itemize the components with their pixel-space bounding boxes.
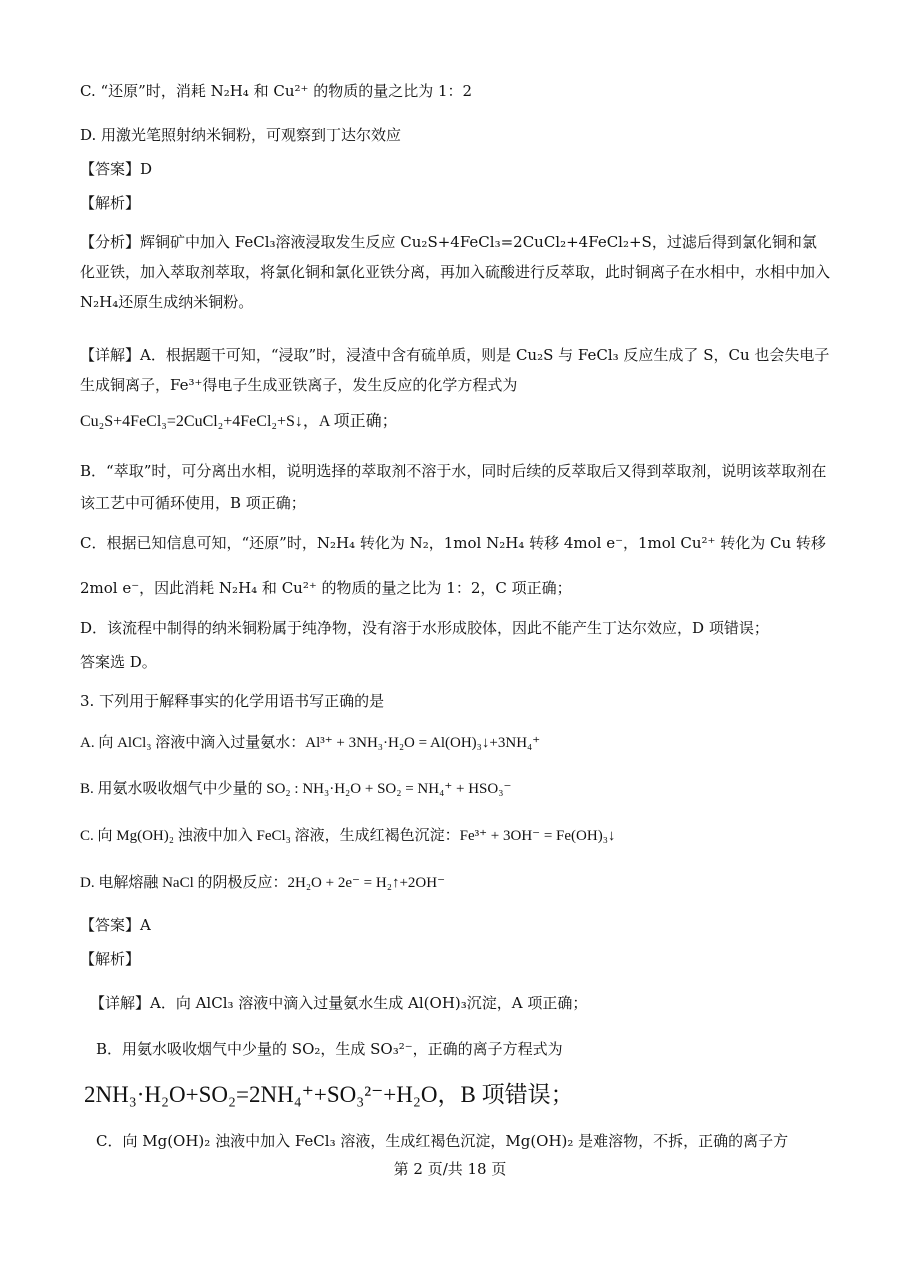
analysis-paragraph: 【分析】辉铜矿中加入 FeCl₃溶液浸取发生反应 Cu₂S+4FeCl₃=2CuCl₂+4FeCl₂+S，过滤后得到氯化铜和氯化亚铁，加入萃取剂萃取，将氯化铜和氯化亚铁分离，再加入硫酸进行反萃取，此时铜离子在水相中，水相中加入 N₂H₄还原生成纳米铜粉。 xyxy=(80,233,831,311)
detail-3-b-equation: 2NH₃·H₂O+SO₂=2NH₄⁺+SO₃²⁻+H₂O，B 项错误； xyxy=(84,1082,574,1107)
page-footer: 第 2 页/共 18 页 xyxy=(393,1160,507,1178)
detail-3-a: 【详解】A．向 AlCl₃ 溶液中滴入过量氨水生成 Al(OH)₃沉淀，A 项正确； xyxy=(90,994,588,1012)
question-3-option-b: B. 用氨水吸收烟气中少量的 SO₂ : NH₃·H₂O + SO₂ = NH₄⁺ + HSO₃⁻ xyxy=(80,781,512,797)
analysis-label: 【解析】 xyxy=(80,194,141,212)
equation-line: Cu₂S+4FeCl₃=2CuCl₂+4FeCl₂+S↓，A 项正确； xyxy=(80,413,398,430)
option-c-line: C. “还原”时，消耗 N₂H₄ 和 Cu²⁺ 的物质的量之比为 1：2 xyxy=(80,82,473,100)
option-d-line: D. 用激光笔照射纳米铜粉，可观察到丁达尔效应 xyxy=(80,126,402,144)
final-answer-line: 答案选 D。 xyxy=(80,653,157,671)
detail-c-line-2: 2mol e⁻，因此消耗 N₂H₄ 和 Cu²⁺ 的物质的量之比为 1：2，C 项正确； xyxy=(80,579,572,597)
answer-label: 【答案】D xyxy=(80,160,153,178)
detail-3-c: C．向 Mg(OH)₂ 浊液中加入 FeCl₃ 溶液，生成红褐色沉淀，Mg(OH)₂ 是难溶物，不拆，正确的离子方 xyxy=(96,1132,789,1150)
question-3-option-d: D. 电解熔融 NaCl 的阴极反应：2H₂O + 2e⁻ = H₂↑+2OH⁻ xyxy=(80,875,445,891)
question-3-title: 3. 下列用于解释事实的化学用语书写正确的是 xyxy=(80,692,385,710)
detail-d-line: D．该流程中制得的纳米铜粉属于纯净物，没有溶于水形成胶体，因此不能产生丁达尔效应，D 项错误； xyxy=(80,619,769,637)
detail-c-line-1: C．根据已知信息可知，“还原”时，N₂H₄ 转化为 N₂，1mol N₂H₄ 转移 4mol e⁻，1mol Cu²⁺ 转化为 Cu 转移 xyxy=(80,534,826,552)
detail-b-paragraph: B．“萃取”时，可分离出水相，说明选择的萃取剂不溶于水，同时后续的反萃取后又得到萃取剂，说明该萃取剂在该工艺中可循环使用，B 项正确； xyxy=(80,462,827,512)
question-3-option-a: A. 向 AlCl₃ 溶液中滴入过量氨水：Al³⁺ + 3NH₃·H₂O = Al(OH)₃↓+3NH₄⁺ xyxy=(80,735,541,751)
detail-3-b: B．用氨水吸收烟气中少量的 SO₂，生成 SO₃²⁻，正确的离子方程式为 xyxy=(96,1040,563,1058)
analysis-label-3: 【解析】 xyxy=(80,950,141,968)
question-3-option-c: C. 向 Mg(OH)₂ 浊液中加入 FeCl₃ 溶液，生成红褐色沉淀：Fe³⁺ + 3OH⁻ = Fe(OH)₃↓ xyxy=(80,828,616,844)
detail-a-paragraph: 【详解】A．根据题干可知，“浸取”时，浸渣中含有硫单质，则是 Cu₂S 与 FeCl₃ 反应生成了 S，Cu 也会失电子生成铜离子，Fe³⁺得电子生成亚铁离子，发生反应的化学方程式为 xyxy=(80,346,830,394)
answer-label-3: 【答案】A xyxy=(80,916,151,934)
